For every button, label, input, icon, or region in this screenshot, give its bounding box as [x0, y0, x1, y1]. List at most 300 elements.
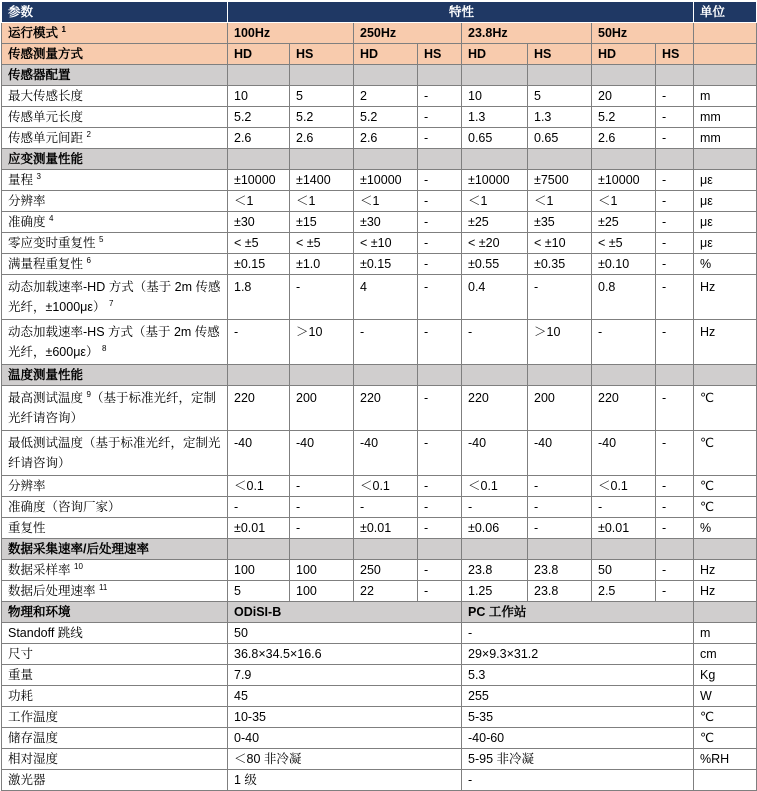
- value-cell: -: [656, 212, 694, 233]
- value-cell: -: [418, 581, 462, 602]
- value-cell: -: [418, 476, 462, 497]
- section-sensor-config: [2, 65, 757, 86]
- row-label: [2, 107, 228, 128]
- table-row: [2, 581, 757, 602]
- table-row: [2, 728, 757, 749]
- value-cell: ±1.0: [290, 254, 354, 275]
- section-title: 温度测量性能: [2, 365, 228, 386]
- row-label: [2, 212, 228, 233]
- value-cell: ＜0.1: [592, 476, 656, 497]
- value-cell: 2.5: [592, 581, 656, 602]
- unit-cell: ℃: [694, 476, 757, 497]
- value-cell: 220: [354, 386, 418, 431]
- value-cell: < ±5: [592, 233, 656, 254]
- method-col: HS: [418, 44, 462, 65]
- value-cell: 1.8: [228, 275, 290, 320]
- table-row: [2, 191, 757, 212]
- value-cell: -: [290, 476, 354, 497]
- unit-cell: ℃: [694, 707, 757, 728]
- row-label: [2, 254, 228, 275]
- unit-cell: mm: [694, 128, 757, 149]
- unit-cell: με: [694, 191, 757, 212]
- row-label: [2, 170, 228, 191]
- value-cell: 5.2: [290, 107, 354, 128]
- value-odisi-b: 0-40: [228, 728, 462, 749]
- mode-50hz: 50Hz: [592, 23, 694, 44]
- section-sampling-rate: [2, 539, 757, 560]
- value-cell: -: [418, 275, 462, 320]
- footnote-ref: 3: [36, 172, 41, 181]
- row-label-text: 准确度: [8, 215, 46, 229]
- value-cell: -: [418, 191, 462, 212]
- section-cell-empty: [528, 65, 592, 86]
- value-cell: ±25: [462, 212, 528, 233]
- mode-unit-empty: [694, 23, 757, 44]
- value-cell: -: [418, 497, 462, 518]
- value-cell: -: [656, 170, 694, 191]
- row-label: 激光器: [2, 770, 228, 791]
- value-cell: 250: [354, 560, 418, 581]
- value-cell: 0.65: [528, 128, 592, 149]
- value-cell: ±30: [354, 212, 418, 233]
- table-row: [2, 644, 757, 665]
- section-cell-empty: [228, 65, 290, 86]
- footnote-ref: 8: [101, 344, 107, 353]
- value-cell: -: [656, 128, 694, 149]
- value-cell: ±0.10: [592, 254, 656, 275]
- row-label: [2, 191, 228, 212]
- table-row: [2, 386, 757, 431]
- row-label-text: 分辨率: [8, 479, 46, 493]
- physical-unit-empty: [694, 602, 757, 623]
- value-cell: 1.3: [528, 107, 592, 128]
- section-cell-empty: [592, 149, 656, 170]
- value-cell: ＞10: [290, 320, 354, 365]
- row-label: Standoff 跳线: [2, 623, 228, 644]
- row-label-text: 动态加载速率-HD 方式（基于 2m 传感光纤，±1000με）: [8, 280, 221, 314]
- value-cell: -: [290, 518, 354, 539]
- row-label-text: 传感单元长度: [8, 110, 84, 124]
- value-cell: 100: [290, 560, 354, 581]
- footnote-ref: 5: [99, 235, 104, 244]
- value-cell: -: [656, 560, 694, 581]
- value-cell: 22: [354, 581, 418, 602]
- row-label-text: 零应变时重复性: [8, 236, 96, 250]
- value-odisi-b: 10-35: [228, 707, 462, 728]
- unit-cell: Kg: [694, 665, 757, 686]
- section-cell-empty: [528, 365, 592, 386]
- value-cell: -: [418, 386, 462, 431]
- value-cell: 1.3: [462, 107, 528, 128]
- value-cell: -: [462, 320, 528, 365]
- value-cell: < ±10: [354, 233, 418, 254]
- table-row: [2, 770, 757, 791]
- row-label: 相对湿度: [2, 749, 228, 770]
- value-cell: 5.2: [592, 107, 656, 128]
- table-row: [2, 497, 757, 518]
- value-cell: 23.8: [528, 560, 592, 581]
- value-odisi-b: 50: [228, 623, 462, 644]
- section-cell-empty: [228, 365, 290, 386]
- value-cell: 4: [354, 275, 418, 320]
- value-cell: ±0.15: [228, 254, 290, 275]
- row-label: 重量: [2, 665, 228, 686]
- value-pc: -: [462, 623, 694, 644]
- value-cell: 2.6: [354, 128, 418, 149]
- unit-cell: με: [694, 170, 757, 191]
- method-label: 传感测量方式: [2, 44, 228, 65]
- value-cell: ±0.01: [354, 518, 418, 539]
- value-cell: -: [462, 497, 528, 518]
- value-cell: -: [418, 254, 462, 275]
- row-label: [2, 581, 228, 602]
- method-row: [2, 44, 757, 65]
- table-row: [2, 107, 757, 128]
- value-pc: 29×9.3×31.2: [462, 644, 694, 665]
- value-cell: 5: [528, 86, 592, 107]
- footnote-ref: 6: [86, 256, 91, 265]
- section-cell-empty: [656, 149, 694, 170]
- value-cell: 20: [592, 86, 656, 107]
- row-label-extra: （基于标准光纤，定制光纤请咨询）: [8, 391, 216, 425]
- value-cell: 2.6: [228, 128, 290, 149]
- section-cell-empty: [418, 149, 462, 170]
- method-col: HD: [592, 44, 656, 65]
- header-param: 参数: [2, 2, 228, 23]
- value-cell: -: [418, 560, 462, 581]
- section-cell-empty: [290, 539, 354, 560]
- value-cell: ＞10: [528, 320, 592, 365]
- unit-cell: Hz: [694, 560, 757, 581]
- section-cell-empty: [228, 539, 290, 560]
- value-cell: 23.8: [462, 560, 528, 581]
- value-cell: -: [418, 212, 462, 233]
- unit-cell: %: [694, 254, 757, 275]
- row-label: 工作温度: [2, 707, 228, 728]
- method-col: HS: [290, 44, 354, 65]
- value-cell: -: [656, 191, 694, 212]
- physical-label: 物理和环境: [2, 602, 228, 623]
- value-cell: 100: [228, 560, 290, 581]
- footnote-ref: 10: [74, 562, 83, 571]
- value-cell: -: [528, 476, 592, 497]
- table-row: [2, 476, 757, 497]
- row-label-text: 传感单元间距: [8, 131, 84, 145]
- value-cell: -: [656, 431, 694, 476]
- section-cell-empty: [528, 539, 592, 560]
- value-odisi-b: 45: [228, 686, 462, 707]
- value-cell: -: [656, 497, 694, 518]
- value-odisi-b: 7.9: [228, 665, 462, 686]
- section-cell-empty: [354, 65, 418, 86]
- section-cell-empty: [656, 65, 694, 86]
- mode-label: 运行模式 $^1$: [2, 23, 228, 44]
- value-cell: 5: [290, 86, 354, 107]
- value-cell: -40: [528, 431, 592, 476]
- value-cell: -: [656, 107, 694, 128]
- value-cell: ＜1: [228, 191, 290, 212]
- section-cell-empty: [354, 539, 418, 560]
- value-odisi-b: ＜80 非冷凝: [228, 749, 462, 770]
- table-header-row: [2, 2, 757, 23]
- unit-cell: ℃: [694, 431, 757, 476]
- value-cell: 200: [528, 386, 592, 431]
- unit-cell: ℃: [694, 497, 757, 518]
- device-odisi-b: ODiSI-B: [228, 602, 462, 623]
- footnote-ref: 7: [108, 299, 114, 308]
- mode-row: [2, 23, 757, 44]
- unit-cell: με: [694, 212, 757, 233]
- section-cell-empty: [354, 149, 418, 170]
- section-cell-empty: [694, 149, 757, 170]
- value-cell: 2: [354, 86, 418, 107]
- section-cell-empty: [694, 365, 757, 386]
- value-cell: 220: [462, 386, 528, 431]
- row-label-text: 动态加载速率-HS 方式（基于 2m 传感光纤，±600με）: [8, 325, 220, 359]
- value-cell: ＜1: [354, 191, 418, 212]
- unit-cell: ℃: [694, 728, 757, 749]
- value-cell: 5: [228, 581, 290, 602]
- row-label: 尺寸: [2, 644, 228, 665]
- unit-cell: Hz: [694, 275, 757, 320]
- value-cell: ±0.35: [528, 254, 592, 275]
- footnote-ref: 4: [49, 214, 54, 223]
- footnote-ref: 11: [99, 583, 108, 592]
- value-cell: -: [656, 581, 694, 602]
- value-cell: -: [228, 320, 290, 365]
- method-col: HS: [528, 44, 592, 65]
- row-label-text: 最大传感长度: [8, 89, 84, 103]
- value-cell: -: [592, 497, 656, 518]
- value-cell: -: [418, 320, 462, 365]
- row-label-text: 量程: [8, 173, 34, 187]
- row-label: [2, 233, 228, 254]
- value-cell: < ±5: [228, 233, 290, 254]
- section-title: 应变测量性能: [2, 149, 228, 170]
- section-cell-empty: [592, 65, 656, 86]
- value-cell: -: [354, 497, 418, 518]
- value-pc: 5-35: [462, 707, 694, 728]
- method-col: HS: [656, 44, 694, 65]
- mode-250hz: 250Hz: [354, 23, 462, 44]
- value-pc: 255: [462, 686, 694, 707]
- value-cell: ±15: [290, 212, 354, 233]
- value-cell: ＜1: [528, 191, 592, 212]
- row-label-text: 数据后处理速率: [8, 584, 96, 598]
- table-row: [2, 686, 757, 707]
- value-cell: 10: [462, 86, 528, 107]
- value-cell: 10: [228, 86, 290, 107]
- row-label-text: 准确度（咨询厂家）: [8, 500, 121, 514]
- table-row: [2, 518, 757, 539]
- table-row: [2, 233, 757, 254]
- value-cell: -: [656, 386, 694, 431]
- value-cell: -: [656, 518, 694, 539]
- value-cell: < ±5: [290, 233, 354, 254]
- row-label: [2, 476, 228, 497]
- value-cell: ±10000: [228, 170, 290, 191]
- mode-23-8hz: 23.8Hz: [462, 23, 592, 44]
- section-cell-empty: [694, 65, 757, 86]
- table-row: [2, 254, 757, 275]
- value-cell: -: [528, 275, 592, 320]
- section-cell-empty: [354, 365, 418, 386]
- unit-cell: Hz: [694, 581, 757, 602]
- value-cell: -: [592, 320, 656, 365]
- value-cell: -40: [228, 431, 290, 476]
- section-cell-empty: [462, 65, 528, 86]
- section-temperature-performance: [2, 365, 757, 386]
- section-cell-empty: [462, 365, 528, 386]
- value-cell: -: [418, 107, 462, 128]
- row-label: [2, 386, 228, 431]
- value-cell: -: [418, 128, 462, 149]
- unit-cell: mm: [694, 107, 757, 128]
- table-row: [2, 707, 757, 728]
- value-cell: -: [418, 518, 462, 539]
- header-unit: 单位: [694, 2, 757, 23]
- value-cell: -: [418, 233, 462, 254]
- unit-cell: W: [694, 686, 757, 707]
- table-row: [2, 665, 757, 686]
- value-cell: -: [418, 86, 462, 107]
- table-row: [2, 431, 757, 476]
- value-cell: -40: [354, 431, 418, 476]
- section-cell-empty: [592, 365, 656, 386]
- row-label-text: 满量程重复性: [8, 257, 84, 271]
- row-label: [2, 431, 228, 476]
- table-row: [2, 623, 757, 644]
- value-cell: < ±20: [462, 233, 528, 254]
- method-unit-empty: [694, 44, 757, 65]
- value-cell: ±30: [228, 212, 290, 233]
- value-cell: 0.8: [592, 275, 656, 320]
- value-cell: 220: [592, 386, 656, 431]
- header-characteristic: 特性: [228, 2, 694, 23]
- value-cell: 50: [592, 560, 656, 581]
- unit-cell: m: [694, 623, 757, 644]
- mode-100hz: 100Hz: [228, 23, 354, 44]
- value-cell: ±0.06: [462, 518, 528, 539]
- value-cell: -: [656, 254, 694, 275]
- value-cell: -: [656, 476, 694, 497]
- unit-cell: Hz: [694, 320, 757, 365]
- value-cell: 1.25: [462, 581, 528, 602]
- value-cell: ＜0.1: [354, 476, 418, 497]
- row-label: [2, 560, 228, 581]
- value-cell: 220: [228, 386, 290, 431]
- row-label: [2, 497, 228, 518]
- value-cell: -: [290, 275, 354, 320]
- value-cell: -40: [462, 431, 528, 476]
- value-cell: 0.65: [462, 128, 528, 149]
- unit-cell: %: [694, 518, 757, 539]
- value-cell: -: [656, 86, 694, 107]
- value-cell: ±10000: [592, 170, 656, 191]
- section-cell-empty: [418, 65, 462, 86]
- row-label: 储存温度: [2, 728, 228, 749]
- spec-table: [1, 1, 757, 791]
- value-cell: 2.6: [592, 128, 656, 149]
- footnote-ref: 9: [86, 390, 91, 399]
- value-cell: ＜0.1: [462, 476, 528, 497]
- value-cell: < ±10: [528, 233, 592, 254]
- value-cell: -40: [290, 431, 354, 476]
- value-cell: 2.6: [290, 128, 354, 149]
- value-cell: ±35: [528, 212, 592, 233]
- table-row: [2, 560, 757, 581]
- value-cell: ±0.01: [228, 518, 290, 539]
- table-row: [2, 320, 757, 365]
- value-cell: ±0.55: [462, 254, 528, 275]
- value-cell: 100: [290, 581, 354, 602]
- section-cell-empty: [592, 539, 656, 560]
- table-row: [2, 749, 757, 770]
- unit-cell: με: [694, 233, 757, 254]
- row-label: [2, 128, 228, 149]
- value-cell: ±0.01: [592, 518, 656, 539]
- table-row: [2, 170, 757, 191]
- value-cell: -40: [592, 431, 656, 476]
- method-col: HD: [462, 44, 528, 65]
- value-cell: ＜1: [462, 191, 528, 212]
- row-label-text: 最低测试温度（基于标准光纤，定制光纤请咨询）: [8, 436, 221, 470]
- section-cell-empty: [228, 149, 290, 170]
- section-cell-empty: [656, 539, 694, 560]
- section-cell-empty: [290, 365, 354, 386]
- device-pc-workstation: PC 工作站: [462, 602, 694, 623]
- value-cell: ＜0.1: [228, 476, 290, 497]
- value-cell: 200: [290, 386, 354, 431]
- table-row: [2, 86, 757, 107]
- value-cell: ±10000: [462, 170, 528, 191]
- row-label-text: 最高测试温度: [8, 391, 84, 405]
- row-label: [2, 275, 228, 320]
- value-cell: ±1400: [290, 170, 354, 191]
- method-col: HD: [228, 44, 290, 65]
- value-cell: -: [418, 431, 462, 476]
- physical-header-row: [2, 602, 757, 623]
- unit-cell: [694, 770, 757, 791]
- value-pc: -: [462, 770, 694, 791]
- section-cell-empty: [290, 65, 354, 86]
- value-cell: -: [528, 497, 592, 518]
- value-pc: 5.3: [462, 665, 694, 686]
- value-cell: ＜1: [592, 191, 656, 212]
- row-label-text: 分辨率: [8, 194, 46, 208]
- table-row: [2, 212, 757, 233]
- row-label: [2, 518, 228, 539]
- table-row: [2, 275, 757, 320]
- section-strain-performance: [2, 149, 757, 170]
- row-label: [2, 320, 228, 365]
- value-cell: ±0.15: [354, 254, 418, 275]
- value-cell: ±25: [592, 212, 656, 233]
- value-odisi-b: 36.8×34.5×16.6: [228, 644, 462, 665]
- section-cell-empty: [418, 539, 462, 560]
- value-cell: 23.8: [528, 581, 592, 602]
- value-cell: ＜1: [290, 191, 354, 212]
- section-cell-empty: [462, 149, 528, 170]
- value-cell: -: [656, 320, 694, 365]
- value-cell: ±7500: [528, 170, 592, 191]
- row-label: [2, 86, 228, 107]
- unit-cell: m: [694, 86, 757, 107]
- table-row: [2, 128, 757, 149]
- unit-cell: ℃: [694, 386, 757, 431]
- value-cell: -: [228, 497, 290, 518]
- section-cell-empty: [656, 365, 694, 386]
